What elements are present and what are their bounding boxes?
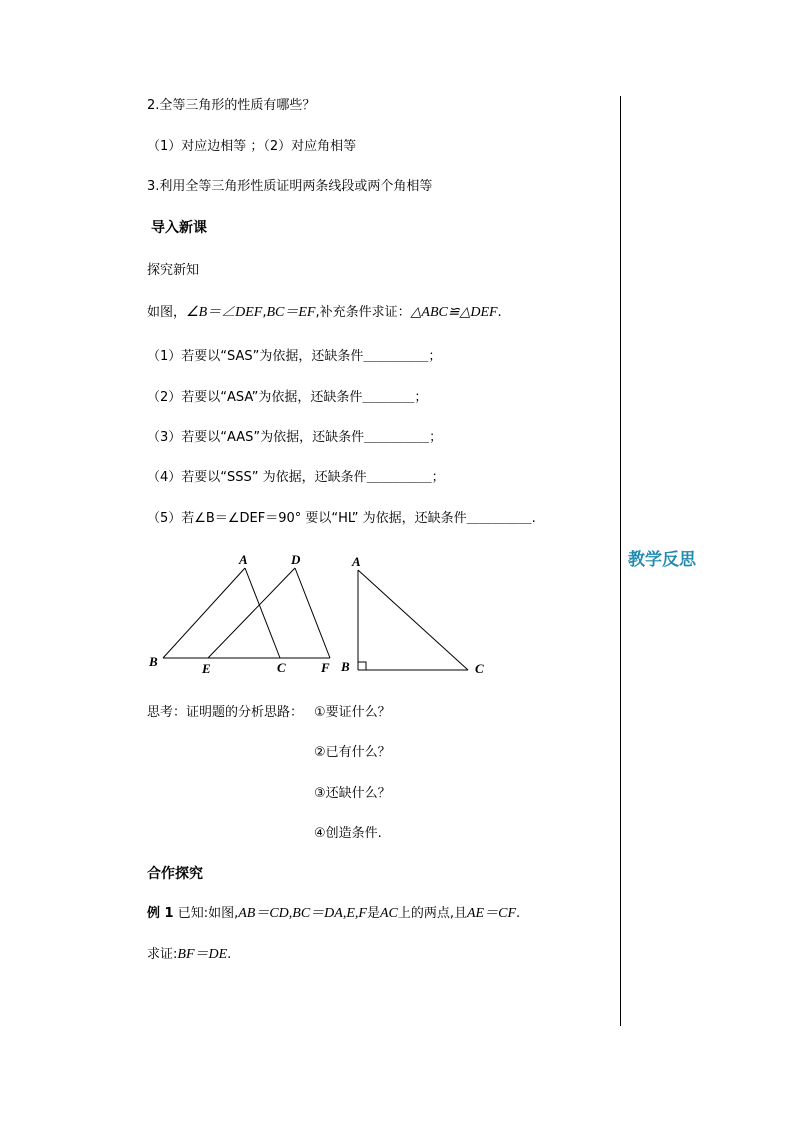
label-c: C bbox=[277, 660, 286, 675]
label-b-right: B bbox=[341, 659, 350, 674]
item-sss: （4）若要以“SSS” 为依据，还缺条件＿＿＿＿＿； bbox=[147, 470, 445, 485]
example-1 bbox=[147, 906, 520, 922]
prove-end: . bbox=[227, 947, 232, 962]
segment-ac-right bbox=[358, 570, 468, 670]
think-label: 思考：证明题的分析思路： bbox=[147, 705, 304, 720]
example-label: 例 1 bbox=[147, 906, 174, 921]
problem-end: . bbox=[497, 305, 502, 320]
label-d: D bbox=[291, 552, 301, 567]
example-text-prefix: 已知:如图, bbox=[173, 906, 239, 921]
think-step-4: ④创造条件. bbox=[314, 826, 382, 841]
problem-prefix: 如图， bbox=[147, 305, 187, 320]
prove-prefix: 求证: bbox=[147, 947, 178, 962]
item-asa: （2）若要以“ASA”为依据，还缺条件＿＿＿＿； bbox=[147, 390, 428, 405]
problem-statement bbox=[147, 305, 502, 321]
segment-ed bbox=[208, 568, 295, 658]
question-2-title: 2.全等三角形的性质有哪些？ bbox=[147, 98, 316, 113]
problem-goal: △ABC≌△DEF bbox=[410, 305, 498, 320]
example-conditions: AB＝CD,BC＝DA,E,F bbox=[238, 906, 367, 921]
problem-condition-side: BC＝EF bbox=[266, 305, 316, 320]
item-sas: （1）若要以“SAS”为依据，还缺条件＿＿＿＿＿； bbox=[147, 349, 442, 364]
right-angle-mark bbox=[358, 662, 366, 670]
question-3-title: 3.利用全等三角形性质证明两条线段或两个角相等 bbox=[147, 179, 433, 194]
label-c-right: C bbox=[475, 661, 484, 676]
subsection-explore: 探究新知 bbox=[147, 263, 200, 278]
section-coop-heading: 合作探究 bbox=[147, 866, 203, 882]
think-step-2: ②已有什么？ bbox=[314, 745, 391, 760]
example-prove bbox=[147, 947, 231, 963]
problem-mid: ,补充条件求证： bbox=[315, 305, 411, 320]
think-step-3: ③还缺什么？ bbox=[314, 786, 391, 801]
segment-ac bbox=[245, 568, 280, 658]
problem-condition-angle: ∠B＝∠DEF bbox=[186, 305, 263, 320]
prove-target: BF＝DE bbox=[177, 947, 228, 962]
section-intro-heading: 导入新课 bbox=[151, 220, 207, 236]
item-aas: （3）若要以“AAS”为依据，还缺条件＿＿＿＿＿； bbox=[147, 430, 443, 445]
example-end: . bbox=[516, 906, 521, 921]
example-text-mid2: 上的两点,且 bbox=[397, 906, 467, 921]
item-hl: （5）若∠B＝∠DEF＝90° 要以“HL” 为依据，还缺条件＿＿＿＿＿. bbox=[147, 511, 536, 526]
label-a: A bbox=[239, 552, 248, 567]
segment-ba bbox=[163, 568, 245, 658]
triangle-figures bbox=[140, 548, 500, 683]
label-b: B bbox=[149, 654, 158, 669]
example-text-mid: 是 bbox=[366, 906, 380, 921]
label-e: E bbox=[202, 661, 211, 676]
example-segment: AC bbox=[379, 906, 398, 921]
example-equation: AE＝CF bbox=[467, 906, 516, 921]
think-step-1: ①要证什么？ bbox=[314, 705, 391, 720]
reflection-heading: 教学反思 bbox=[628, 550, 696, 570]
label-f: F bbox=[321, 660, 330, 675]
question-2-answer: （1）对应边相等 ；（2）对应角相等 bbox=[147, 139, 357, 154]
label-a-right: A bbox=[352, 554, 361, 569]
problem-sep: , bbox=[262, 305, 267, 320]
segment-df bbox=[295, 568, 330, 658]
column-divider bbox=[620, 96, 621, 1026]
